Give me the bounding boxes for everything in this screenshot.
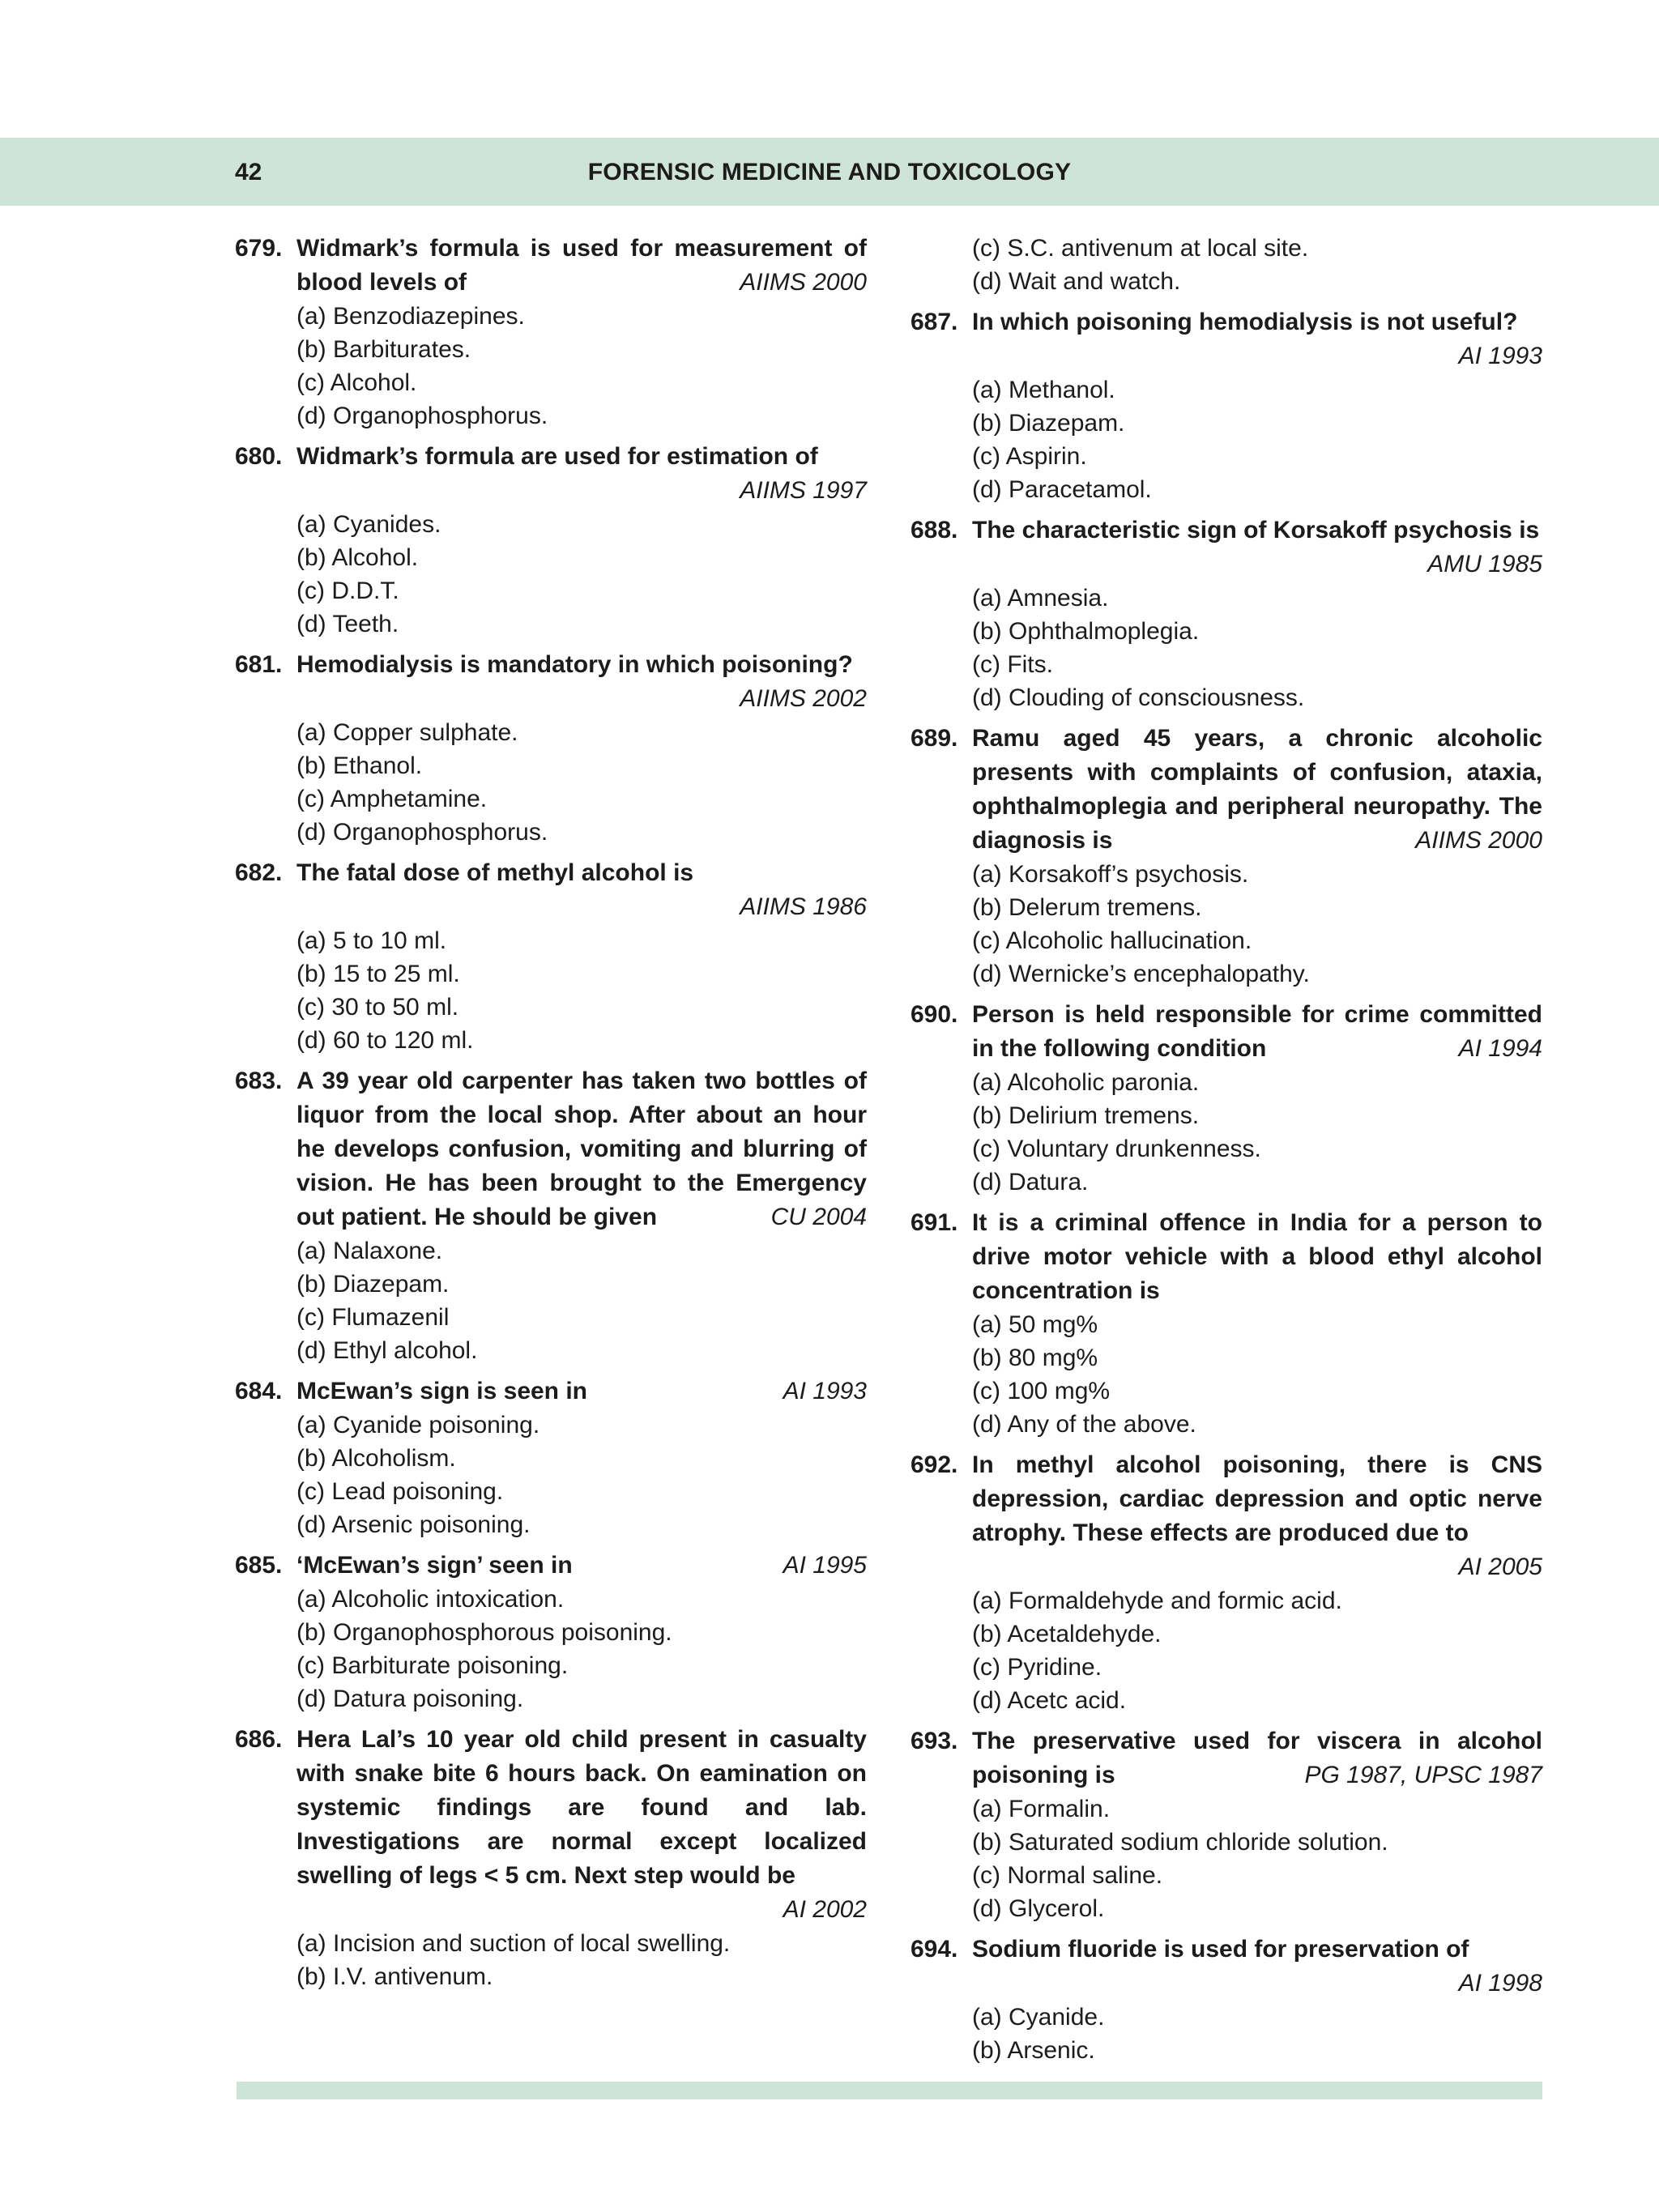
question-text: Widmark’s formula are used for estimation of <box>296 443 818 470</box>
option: (c) Barbiturate poisoning. <box>296 1652 569 1679</box>
question-number: 681. <box>235 651 283 678</box>
option: (c) Alcohol. <box>296 369 417 396</box>
question-number: 693. <box>911 1728 958 1754</box>
exam-source: CU 2004 <box>770 1204 867 1230</box>
question-stem <box>235 648 867 682</box>
question-682 <box>235 856 867 1057</box>
running-title: FORENSIC MEDICINE AND TOXICOLOGY <box>587 159 1072 185</box>
question-text: The fatal dose of methyl alcohol is <box>296 859 694 886</box>
option: (c) D.D.T. <box>296 578 399 604</box>
option: (c) Amphetamine. <box>296 786 488 812</box>
exam-source: AI 2002 <box>783 1896 867 1923</box>
option: (b) Ethanol. <box>296 752 423 779</box>
option: (d) Any of the above. <box>972 1411 1196 1438</box>
option: (c) 30 to 50 ml. <box>296 994 459 1021</box>
question-number: 680. <box>235 443 283 470</box>
option: (a) 5 to 10 ml. <box>296 927 447 954</box>
question-stem <box>911 1448 1542 1584</box>
option: (c) Alcoholic hallucination. <box>972 927 1252 954</box>
left-column <box>235 232 867 2001</box>
exam-source: AIIMS 1986 <box>740 893 867 920</box>
question-text: Widmark’s formula is used for measurement of blood levels of <box>296 235 867 296</box>
exam-source: AI 1993 <box>783 1378 867 1404</box>
option: (d) Datura. <box>972 1169 1089 1196</box>
option: (a) Formalin. <box>972 1796 1111 1822</box>
option: (d) Acetc acid. <box>972 1687 1127 1714</box>
option: (d) Clouding of consciousness. <box>972 684 1305 711</box>
question-text: Hera Lal’s 10 year old child present in casualty with snake bite 6 hours back. On eamination on systemic findings are found and lab. Investigations are normal except localized swelling of legs < 5 cm. Next step would be <box>296 1726 867 1889</box>
option: (a) Methanol. <box>972 377 1115 403</box>
question-stem <box>911 722 1542 858</box>
exam-source: AI 1994 <box>1458 1035 1542 1062</box>
option: (d) Teeth. <box>296 611 399 637</box>
right-column <box>911 232 1542 2074</box>
question-number: 687. <box>911 309 958 335</box>
exam-source: AI 1993 <box>1458 343 1542 369</box>
option: (b) Diazepam. <box>972 410 1125 437</box>
option: (d) Ethyl alcohol. <box>296 1337 478 1364</box>
question-number: 688. <box>911 517 958 543</box>
question-number: 694. <box>911 1936 958 1963</box>
option: (b) Organophosphorous poisoning. <box>296 1619 672 1646</box>
question-text: Ramu aged 45 years, a chronic alcoholic presents with complaints of confusion, ataxia, ophthalmoplegia and peripheral neuropathy. The diagnosis is <box>972 725 1542 854</box>
option: (a) Cyanides. <box>296 511 441 538</box>
question-stem <box>911 1724 1542 1792</box>
question-text: It is a criminal offence in India for a person to drive motor vehicle with a blood ethyl alcohol concentration is <box>972 1209 1542 1304</box>
option: (a) Cyanide. <box>972 2004 1105 2031</box>
question-number: 682. <box>235 859 283 886</box>
option: (c) Flumazenil <box>296 1304 450 1331</box>
question-stem <box>235 232 867 300</box>
option: (b) Alcoholism. <box>296 1445 456 1472</box>
exam-source: AMU 1985 <box>1427 551 1542 578</box>
question-stem <box>911 514 1542 582</box>
option: (a) Alcoholic intoxication. <box>296 1586 565 1613</box>
question-text: McEwan’s sign is seen in <box>296 1378 588 1404</box>
question-683 <box>235 1064 867 1367</box>
option: (d) Organophosphorus. <box>296 403 548 429</box>
footer-band <box>237 2082 1542 2099</box>
option: (c) S.C. antivenum at local site. <box>972 235 1309 262</box>
question-692 <box>911 1448 1542 1717</box>
question-stem <box>235 1723 867 1927</box>
option: (d) Wait and watch. <box>972 268 1181 295</box>
question-stem <box>911 1933 1542 1967</box>
question-stem <box>235 856 867 890</box>
option: (a) Korsakoff’s psychosis. <box>972 861 1249 888</box>
exam-source: AIIMS 2000 <box>1415 827 1542 854</box>
option: (a) Formaldehyde and formic acid. <box>972 1588 1342 1614</box>
question-685 <box>235 1549 867 1715</box>
question-number: 684. <box>235 1378 283 1404</box>
option: (d) Paracetamol. <box>972 476 1152 503</box>
question-text: ‘McEwan’s sign’ seen in <box>296 1552 573 1579</box>
option: (a) Nalaxone. <box>296 1238 443 1264</box>
question-text: Sodium fluoride is used for preservation of <box>972 1936 1469 1963</box>
question-number: 692. <box>911 1451 958 1478</box>
option: (a) 50 mg% <box>972 1311 1098 1338</box>
option: (d) Datura poisoning. <box>296 1686 524 1712</box>
exam-source: AIIMS 2002 <box>740 685 867 712</box>
option: (d) Organophosphorus. <box>296 819 548 846</box>
question-number: 683. <box>235 1068 283 1094</box>
exam-source: AI 1995 <box>783 1552 867 1579</box>
question-number: 689. <box>911 725 958 752</box>
option: (d) Wernicke’s encephalopathy. <box>972 961 1310 987</box>
option: (c) Lead poisoning. <box>296 1478 504 1505</box>
option: (c) 100 mg% <box>972 1378 1111 1404</box>
question-stem <box>235 440 867 474</box>
option: (a) Copper sulphate. <box>296 719 518 746</box>
question-686 <box>235 1723 867 1993</box>
question-stem <box>235 1549 867 1583</box>
question-stem <box>911 998 1542 1066</box>
question-679 <box>235 232 867 433</box>
option: (b) Ophthalmoplegia. <box>972 618 1200 645</box>
option: (c) Aspirin. <box>972 443 1087 470</box>
question-681 <box>235 648 867 849</box>
question-text: A 39 year old carpenter has taken two bottles of liquor from the local shop. After about an hour he develops confusion, vomiting and blurring of vision. He has been brought to the Emergency out patient. He should be given <box>296 1068 867 1230</box>
question-693 <box>911 1724 1542 1925</box>
question-number: 686. <box>235 1726 283 1753</box>
question-686-continued <box>911 232 1542 298</box>
question-688 <box>911 514 1542 714</box>
option: (b) Saturated sodium chloride solution. <box>972 1829 1388 1856</box>
question-stem <box>235 1375 867 1409</box>
option: (c) Voluntary drunkenness. <box>972 1136 1261 1162</box>
exam-source: AIIMS 1997 <box>740 477 867 504</box>
question-number: 685. <box>235 1552 283 1579</box>
question-stem <box>911 1206 1542 1308</box>
question-text: The preservative used for viscera in alcohol poisoning is <box>972 1728 1542 1788</box>
question-number: 691. <box>911 1209 958 1236</box>
option: (d) Glycerol. <box>972 1895 1105 1922</box>
option: (c) Pyridine. <box>972 1654 1102 1681</box>
option: (c) Normal saline. <box>972 1862 1163 1889</box>
question-text: In which poisoning hemodialysis is not useful? <box>972 309 1518 335</box>
exam-source: AI 2005 <box>1458 1554 1542 1580</box>
option: (b) Barbiturates. <box>296 336 471 363</box>
question-684 <box>235 1375 867 1541</box>
question-text: In methyl alcohol poisoning, there is CNS depression, cardiac depression and optic nerve atrophy. These effects are produced due to <box>972 1451 1542 1546</box>
option: (b) Delerum tremens. <box>972 894 1202 921</box>
option: (b) Arsenic. <box>972 2037 1095 2064</box>
question-text: Hemodialysis is mandatory in which poisoning? <box>296 651 853 678</box>
question-text: Person is held responsible for crime committed in the following condition <box>972 1001 1542 1062</box>
exam-source: AI 1998 <box>1458 1970 1542 1997</box>
question-689 <box>911 722 1542 991</box>
option: (a) Amnesia. <box>972 585 1109 612</box>
question-text: The characteristic sign of Korsakoff psychosis is <box>972 517 1540 543</box>
option: (b) 15 to 25 ml. <box>296 961 460 987</box>
option: (b) Acetaldehyde. <box>972 1621 1162 1647</box>
option: (b) I.V. antivenum. <box>296 1963 493 1990</box>
option: (a) Alcoholic paronia. <box>972 1069 1200 1096</box>
question-690 <box>911 998 1542 1199</box>
question-691 <box>911 1206 1542 1441</box>
question-687 <box>911 305 1542 506</box>
option: (c) Fits. <box>972 651 1053 678</box>
option: (b) 80 mg% <box>972 1345 1098 1371</box>
option: (d) 60 to 120 ml. <box>296 1027 474 1054</box>
option: (a) Cyanide poisoning. <box>296 1412 540 1438</box>
page-number: 42 <box>235 159 262 185</box>
option: (b) Diazepam. <box>296 1271 450 1298</box>
exam-source: AIIMS 2000 <box>740 269 867 296</box>
option: (a) Incision and suction of local swelling. <box>296 1930 731 1957</box>
option: (a) Benzodiazepines. <box>296 303 525 330</box>
question-number: 679. <box>235 235 283 262</box>
question-694 <box>911 1933 1542 2067</box>
option: (d) Arsenic poisoning. <box>296 1511 531 1538</box>
question-stem <box>235 1064 867 1234</box>
question-680 <box>235 440 867 641</box>
option: (b) Alcohol. <box>296 544 419 571</box>
option: (b) Delirium tremens. <box>972 1102 1200 1129</box>
question-stem <box>911 305 1542 339</box>
exam-source: PG 1987, UPSC 1987 <box>1304 1762 1542 1788</box>
question-number: 690. <box>911 1001 958 1028</box>
